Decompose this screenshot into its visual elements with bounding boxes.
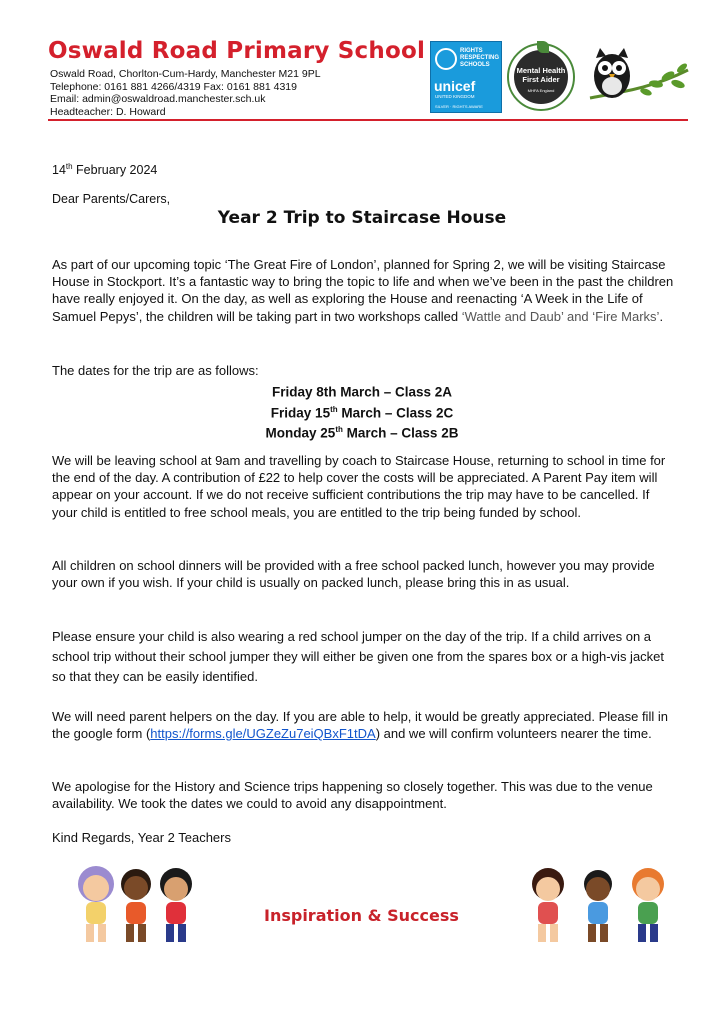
letter-date: 14th February 2024 bbox=[52, 162, 158, 178]
paragraph-parent-helpers: We will need parent helpers on the day. If you are able to help, it would be greatly appreciated. Please fill in the google form (https://forms.gle/UGZeZu7eiQBxF1tDA) and we will confirm volunteers nearer the time. bbox=[52, 709, 668, 742]
school-address: Oswald Road, Chorlton-Cum-Hardy, Manchester M21 9PL bbox=[50, 68, 321, 80]
rrs-logo-text: RIGHTS RESPECTING SCHOOLS bbox=[460, 48, 500, 68]
letter-title: Year 2 Trip to Staircase House bbox=[217, 208, 507, 228]
leaf-icon bbox=[537, 41, 549, 53]
rights-respecting-schools-logo bbox=[430, 41, 502, 113]
children-illustration-left bbox=[60, 862, 220, 948]
unicef-country: UNITED KINGDOM bbox=[435, 94, 475, 99]
unicef-wordmark: unicef bbox=[434, 78, 476, 94]
children-illustration-right bbox=[514, 862, 684, 948]
trip-date-class-2b: Monday 25th March – Class 2B bbox=[265, 425, 459, 441]
paragraph-jumper: Please ensure your child is also wearing a red school jumper on the day of the trip. If a child arrives on a school trip without their school jumper they will either be given one from the spares box or a high-vis jacket so that they can be easily identified. bbox=[52, 629, 665, 684]
header-divider bbox=[48, 119, 688, 121]
mh-logo-badge bbox=[514, 50, 568, 104]
greeting: Dear Parents/Carers, bbox=[52, 192, 171, 206]
paragraph-lunch: All children on school dinners will be provided with a free school packed lunch, however you may provide your own if you wish. If your child is usually on packed lunch, please bring this in as usual. bbox=[52, 558, 655, 591]
school-name: Oswald Road Primary School bbox=[48, 38, 426, 64]
trip-dates-list bbox=[0, 380, 724, 442]
google-form-link[interactable]: https://forms.gle/UGZeZu7eiQBxF1tDA bbox=[150, 726, 376, 742]
unicef-globe-icon bbox=[435, 48, 457, 70]
mental-health-first-aider-logo bbox=[507, 43, 575, 111]
school-address-block bbox=[50, 68, 321, 118]
sign-off: Kind Regards, Year 2 Teachers bbox=[52, 830, 231, 845]
paragraph-dates-intro: The dates for the trip are as follows: bbox=[52, 363, 259, 378]
paragraph-travel-costs: We will be leaving school at 9am and travelling by coach to Staircase House, returning to school in time for the end of the day. A contribution of £22 to help cover the costs will be appreciated. A Parent Pay item will appear on your account. If we do not receive sufficient contributions the trip may have to be cancelled. If your child is entitled to free school meals, you are entitled to the trip being funded by school. bbox=[52, 453, 666, 520]
paragraph-apology: We apologise for the History and Science trips happening so closely together. This was due to the venue availability. We took the dates we could to avoid any disappointment. bbox=[52, 779, 653, 812]
school-telephone: Telephone: 0161 881 4266/4319 Fax: 0161 881 4319 bbox=[50, 80, 297, 93]
mh-logo-title: Mental Health First Aider bbox=[516, 66, 566, 84]
rrs-award-level: SILVER · RIGHTS AWARE bbox=[435, 104, 483, 109]
mh-logo-sub: MHFA England bbox=[527, 88, 555, 93]
school-motto: Inspiration & Success bbox=[264, 906, 459, 925]
trip-date-class-2c: Friday 15th March – Class 2C bbox=[270, 404, 454, 420]
headteacher: Headteacher: D. Howard bbox=[50, 105, 166, 118]
trip-date-class-2a: Friday 8th March – Class 2A bbox=[271, 384, 453, 400]
owl-on-branch-icon bbox=[582, 40, 692, 114]
paragraph-topic: As part of our upcoming topic ‘The Great Fire of London’, planned for Spring 2, we will be visiting Staircase House in Stockport. It’s a fantastic way to bring the topic to life and when we’ve been in the past the children have really enjoyed it. On the day, as well as exploring the House and reenacting ‘A Week in the Life of Samuel Pepys’, the children will be taking part in two workshops called ‘Wattle and Daub’ and ‘Fire Marks’. bbox=[52, 257, 674, 324]
school-email: Email: admin@oswaldroad.manchester.sch.uk bbox=[50, 93, 266, 105]
